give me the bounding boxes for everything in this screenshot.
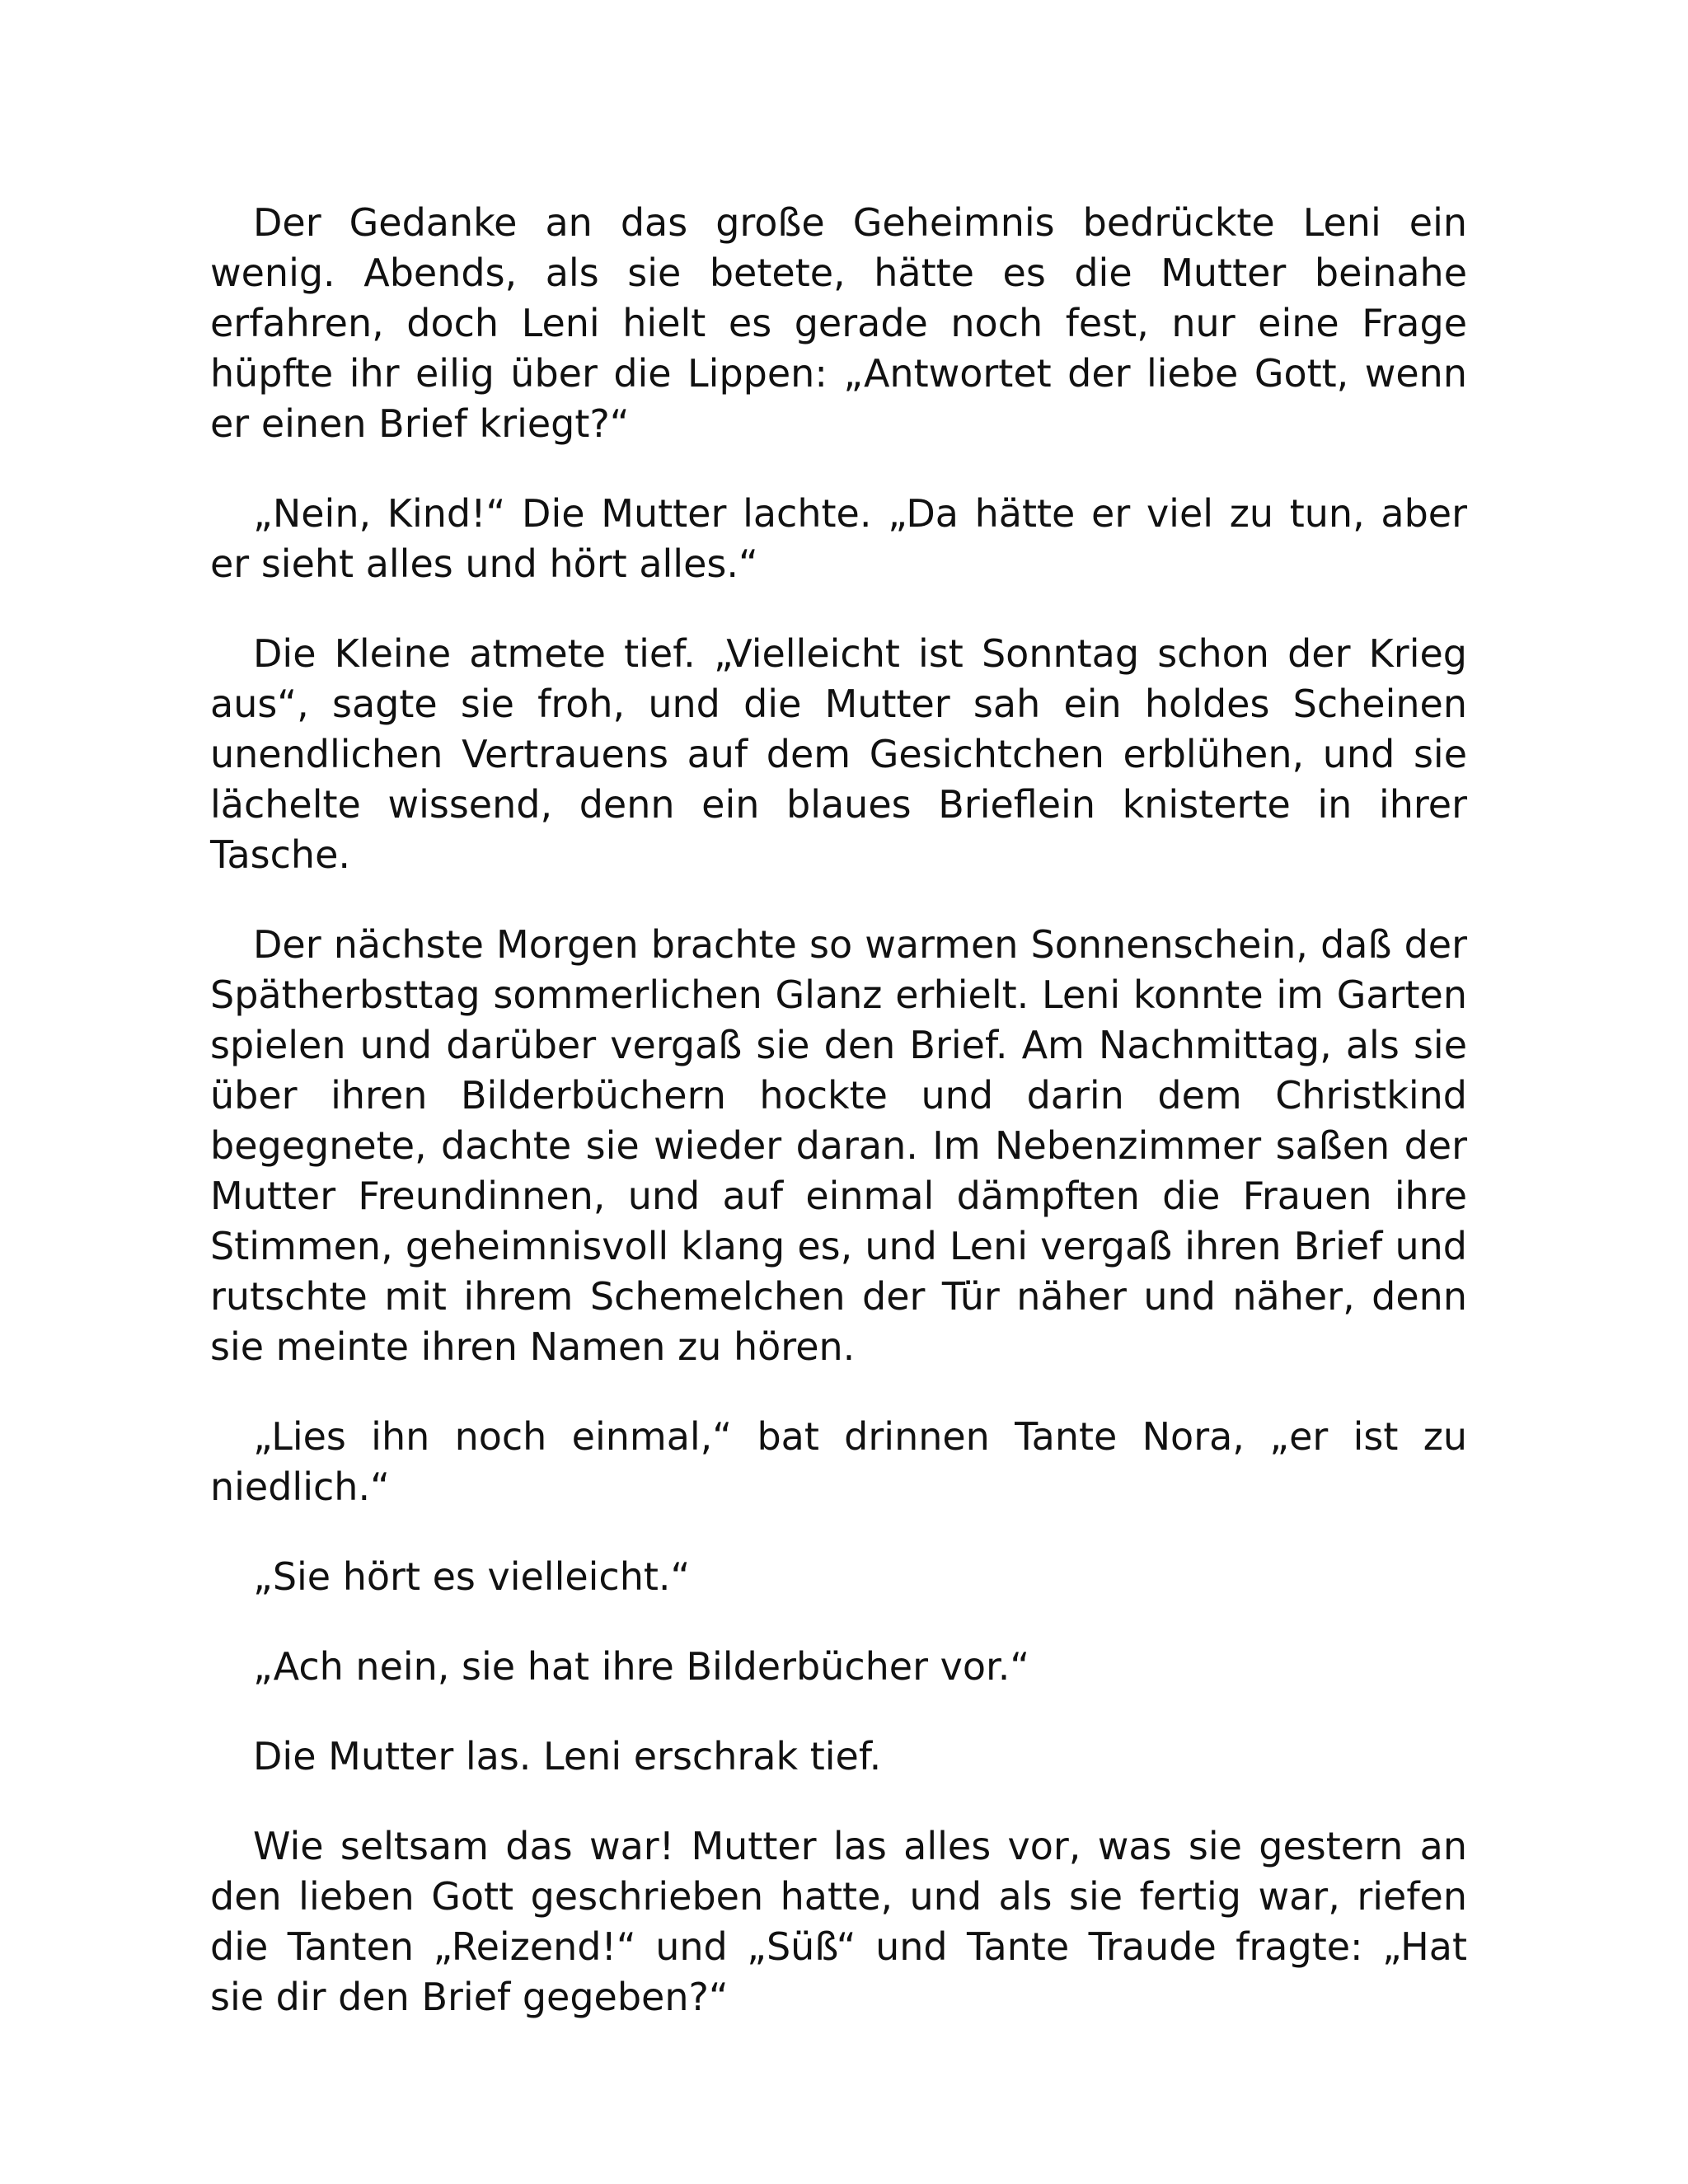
- paragraph: „Lies ihn noch einmal,“ bat drinnen Tante Nora, „er ist zu niedlich.“: [210, 1414, 1467, 1509]
- paragraph: „Sie hört es vielleicht.“: [253, 1554, 691, 1599]
- paragraph: „Ach nein, sie hat ihre Bilderbücher vor.“: [253, 1644, 1030, 1689]
- paragraph: Der nächste Morgen brachte so warmen Sonnenschein, daß der Spätherbsttag sommerlichen Glanz erhielt. Leni konnte im Garten spielen und darüber vergaß sie den Brief. Am Nachmittag, als sie über ihren Bilderbüchern hockte und darin dem Christkind begegnete, dachte sie wieder daran. Im Nebenzimmer saßen der Mutter Freundinnen, und auf einmal dämpften die Frauen ihre Stimmen, geheimnisvoll klang es, und Leni vergaß ihren Brief und rutschte mit ihrem Schemelchen der Tür näher und näher, denn sie meinte ihren Namen zu hören.: [210, 922, 1467, 1369]
- body-text: [210, 198, 1467, 2062]
- paragraph: Die Kleine atmete tief. „Vielleicht ist Sonntag schon der Krieg aus“, sagte sie froh, und die Mutter sah ein holdes Scheinen unendlichen Vertrauens auf dem Gesichtchen erblühen, und sie lächelte wissend, denn ein blaues Brieflein knisterte in ihrer Tasche.: [210, 631, 1467, 877]
- paragraph: Der Gedanke an das große Geheimnis bedrückte Leni ein wenig. Abends, als sie betete, hätte es die Mutter beinahe erfahren, doch Leni hielt es gerade noch fest, nur eine Frage hüpfte ihr eilig über die Lippen: „Antwortet der liebe Gott, wenn er einen Brief kriegt?“: [210, 200, 1467, 446]
- paragraph: „Nein, Kind!“ Die Mutter lachte. „Da hätte er viel zu tun, aber er sieht alles und hört alles.“: [210, 491, 1467, 586]
- paragraph: Die Mutter las. Leni erschrak tief.: [253, 1734, 882, 1779]
- paragraph: Wie seltsam das war! Mutter las alles vor, was sie gestern an den lieben Gott geschrieben hatte, und als sie fertig war, riefen die Tanten „Reizend!“ und „Süß“ und Tante Traude fragte: „Hat sie dir den Brief gegeben?“: [210, 1824, 1467, 2019]
